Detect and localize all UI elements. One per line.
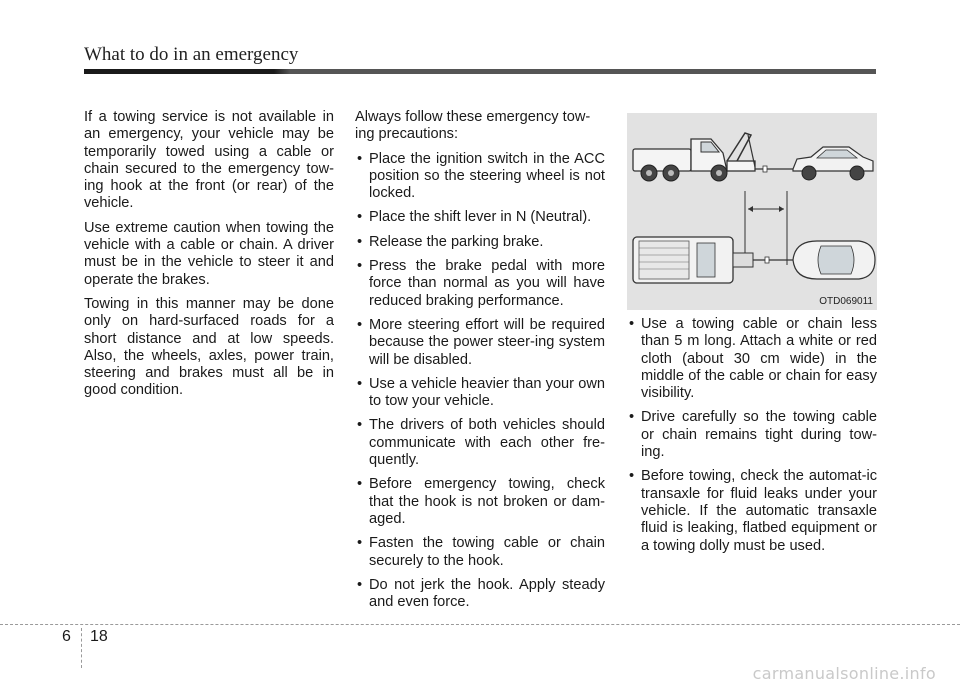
list-item: • More steering effort will be required because the power steer-ing system will be disabled. (355, 317, 605, 369)
list-item: • Fasten the towing cable or chain securely to the hook. (355, 535, 605, 570)
list-item: • Use a towing cable or chain less than 5 m long. Attach a white or red cloth (about 30 cm wide) in the middle of the cable or chain for easy visibility. (627, 316, 877, 402)
list-item: • Release the parking brake. (355, 234, 605, 251)
figure-code: OTD069011 (819, 296, 873, 307)
list-item: • Do not jerk the hook. Apply steady and even force. (355, 577, 605, 612)
watermark: carmanualsonline.info (752, 664, 936, 683)
list-item: • Before towing, check the automat-ic transaxle for fluid leaks under your vehicle. If the automatic transaxle fluid is leaking, flatbed equipment or a towing dolly must be used. (627, 468, 877, 554)
page-number: 18 (90, 628, 108, 645)
list-item: • Place the ignition switch in the ACC position so the steering wheel is not locked. (355, 151, 605, 203)
intro-paragraph: Always follow these emergency tow-ing precautions: (355, 109, 591, 143)
list-item: • Drive carefully so the towing cable or chain remains tight during tow-ing. (627, 409, 877, 461)
list-item: • Use a vehicle heavier than your own to tow your vehicle. (355, 376, 605, 411)
header-rule (84, 69, 876, 74)
list-item: • Place the shift lever in N (Neutral). (355, 209, 605, 226)
page-number-divider (81, 628, 82, 668)
list-item: • Before emergency towing, check that the hook is not broken or dam-aged. (355, 476, 605, 528)
paragraph: If a towing service is not available in an emergency, your vehicle may be temporarily towed using a cable or chain secured to the emergency tow-ing hook at the front (or rear) of the vehicle. (84, 109, 334, 212)
column-2 (355, 109, 605, 618)
towing-illustration (627, 113, 877, 310)
paragraph: Towing in this manner may be done only on hard-surfaced roads for a short distance and at low speeds. Also, the wheels, axles, power train, steering and brakes must all be in good condition. (84, 295, 334, 399)
footer-rule (0, 624, 960, 625)
column-3 (627, 316, 877, 562)
tow-truck-icon (627, 113, 877, 310)
paragraph: Use extreme caution when towing the vehicle with a cable or chain. A driver must be in the vehicle to steer it and operate the brakes. (84, 219, 334, 288)
list-item: • Press the brake pedal with more force than normal as you will have reduced braking performance. (355, 258, 605, 310)
chapter-number: 6 (62, 628, 71, 645)
column-1 (84, 109, 334, 407)
section-title: What to do in an emergency (84, 44, 299, 65)
precautions-list (355, 151, 605, 612)
towing-tips-list (627, 316, 877, 555)
list-item: • The drivers of both vehicles should communicate with each other fre-quently. (355, 417, 605, 469)
